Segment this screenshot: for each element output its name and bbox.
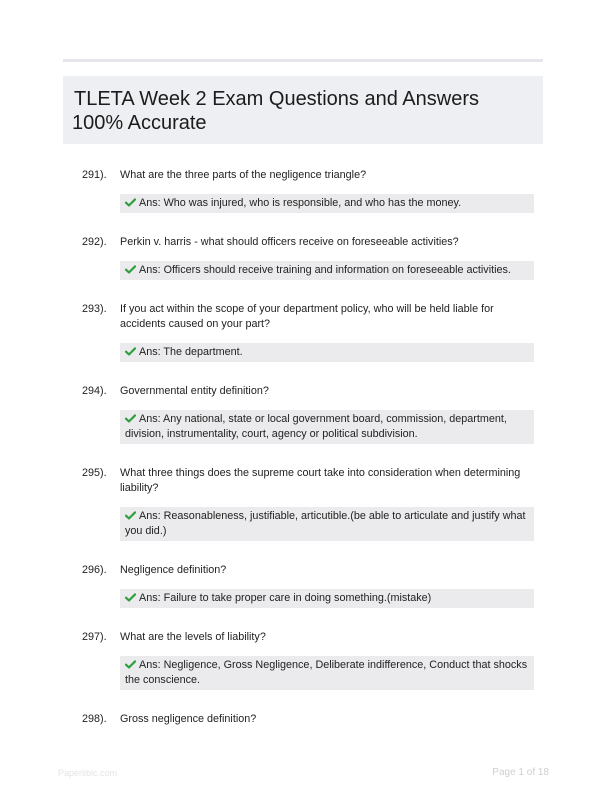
question-text: What are the levels of liability?: [120, 631, 266, 643]
answer-text: Ans: Negligence, Gross Negligence, Deliberate indifference, Conduct that shocks the conscience.: [125, 659, 528, 686]
question-number: 298).: [82, 713, 107, 725]
answer-box: [120, 410, 534, 444]
checkmark-icon: [125, 414, 136, 423]
question-text: What are the three parts of the negligence triangle?: [120, 169, 367, 181]
question-text: Governmental entity definition?: [120, 385, 269, 397]
top-divider: [63, 59, 543, 62]
footer-watermark: Paperlibic.com: [58, 768, 118, 778]
answer-box: [120, 589, 534, 608]
checkmark-icon: [125, 660, 136, 669]
document-title-box: [63, 76, 543, 144]
qa-item-298: [63, 712, 543, 727]
answer-text: Ans: Reasonableness, justifiable, articutible.(be able to articulate and justify what you did.): [125, 510, 526, 537]
question-number: 295).: [82, 467, 107, 479]
answer-box: [120, 656, 534, 690]
document-title-line-1: TLETA Week 2 Exam Questions and Answers: [74, 88, 479, 110]
qa-item-295: [63, 466, 543, 541]
question-number: 291).: [82, 169, 107, 181]
qa-item-293: [63, 302, 543, 362]
qa-item-296: [63, 563, 543, 608]
question-text: Negligence definition?: [120, 564, 227, 576]
qa-list: [63, 168, 543, 749]
answer-box: [120, 507, 534, 541]
question-text: Gross negligence definition?: [120, 713, 257, 725]
answer-text: Ans: Officers should receive training and information on foreseeable activities.: [139, 264, 511, 276]
question-text: Perkin v. harris - what should officers receive on foreseeable activities?: [120, 236, 459, 248]
qa-item-292: [63, 235, 543, 280]
answer-box: [120, 261, 534, 280]
document-title: [72, 87, 533, 135]
checkmark-icon: [125, 593, 136, 602]
question-number: 297).: [82, 631, 107, 643]
qa-item-291: [63, 168, 543, 213]
qa-item-297: [63, 630, 543, 690]
answer-text: Ans: Failure to take proper care in doing something.(mistake): [139, 592, 432, 604]
question-number: 292).: [82, 236, 107, 248]
qa-item-294: [63, 384, 543, 444]
answer-text: Ans: Any national, state or local government board, commission, department, division, instrumentality, court, agency or political subdivision.: [125, 413, 507, 440]
checkmark-icon: [125, 511, 136, 520]
checkmark-icon: [125, 347, 136, 356]
question-number: 294).: [82, 385, 107, 397]
question-number: 293).: [82, 303, 107, 315]
answer-text: Ans: Who was injured, who is responsible, and who has the money.: [139, 197, 462, 209]
answer-box: [120, 343, 534, 362]
document-title-line-2: 100% Accurate: [72, 112, 207, 134]
answer-text: Ans: The department.: [139, 346, 243, 358]
question-number: 296).: [82, 564, 107, 576]
page-indicator: Page 1 of 18: [492, 767, 549, 778]
question-text: What three things does the supreme court take into consideration when determining liability?: [120, 467, 521, 494]
checkmark-icon: [125, 265, 136, 274]
answer-box: [120, 194, 534, 213]
question-text: If you act within the scope of your department policy, who will be held liable for accidents caused on your part?: [120, 303, 494, 330]
checkmark-icon: [125, 198, 136, 207]
